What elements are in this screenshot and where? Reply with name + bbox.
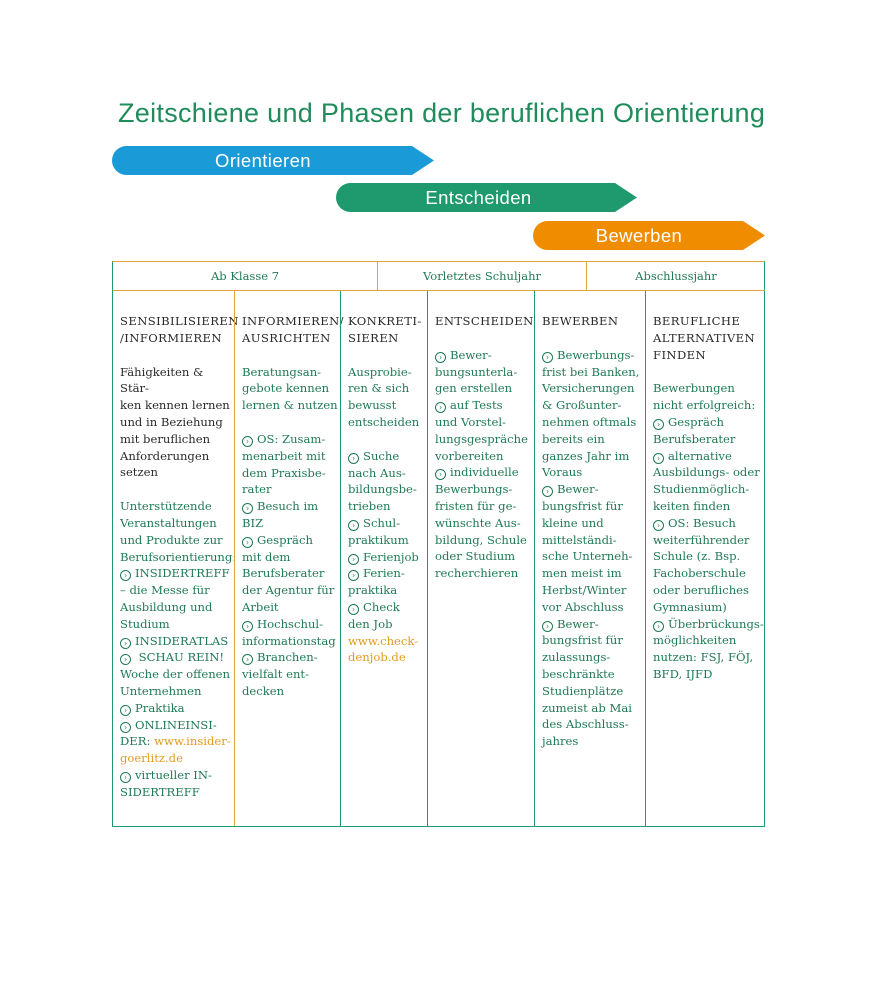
list-item-text: Überbrückungs- möglichkeiten nutzen: FSJ, FÖJ, BFD, IJFD [653,616,764,681]
check-den-job-link[interactable]: www.check- denjob.de [348,633,419,665]
list-item-text: Gespräch Berufsberater [653,414,736,446]
chevron-circle-icon: › [242,503,253,514]
period-header-vorletztes: Vorletztes Schuljahr [377,262,586,291]
list-item-text: alternative Ausbildungs- oder Studienmöglich- keiten finden [653,448,760,513]
column-alternativen [645,291,764,826]
column-konkretisieren [340,291,427,826]
list-item [120,633,234,650]
insider-goerlitz-link[interactable]: www.insider- goerlitz.de [120,734,231,766]
chevron-circle-icon: › [120,722,131,733]
phase-label: Orientieren [215,150,311,171]
list-item-text: INSIDERATLAS [135,633,229,648]
column-intro-2: Unterstützende Veranstaltungen und Produkte zur Berufsorientierung: [120,499,237,564]
chevron-circle-icon: › [242,436,253,447]
period-header-klasse7: Ab Klasse 7 [113,262,377,291]
list-item-text: Check den Job [348,599,400,631]
list-item [435,397,534,464]
list-item-text: SCHAU REIN! Woche der offenen Unternehmen [120,650,230,698]
list-item [542,616,645,750]
list-item [120,565,234,632]
list-item [348,549,427,566]
chevron-circle-icon: › [242,537,253,548]
chevron-circle-icon: › [435,469,446,480]
chevron-circle-icon: › [348,520,359,531]
chevron-circle-icon: › [120,705,131,716]
chevron-circle-icon: › [348,453,359,464]
list-item-text: INSIDERTREFF – die Messe für Ausbildung und Studium [120,566,230,631]
column-entscheiden [427,291,534,826]
chevron-circle-icon: › [653,520,664,531]
chevron-circle-icon: › [653,453,664,464]
list-item [348,565,427,599]
list-item-text: Bewerbungs- frist bei Banken, Versicherungen & Großunter- nehmen oftmals bereits ein ganzes Jahr im Voraus [542,347,640,480]
chevron-circle-icon: › [542,352,553,363]
list-item-text: ONLINEINSI- DER: [120,717,217,749]
list-item [542,347,645,481]
list-item-text: OS: Zusam- menarbeit mit dem Praxisbe- rater [242,431,326,497]
chevron-circle-icon: › [542,621,553,632]
list-item-text: Suche nach Aus- bildungsbe- trieben [348,448,417,514]
chevron-circle-icon: › [348,604,359,615]
chevron-circle-icon: › [120,654,131,665]
list-item [435,464,534,582]
chevron-circle-icon: › [435,352,446,363]
chevron-circle-icon: › [653,621,664,632]
page-title: Zeitschiene und Phasen der beruflichen Orientierung [118,98,766,128]
list-item [242,532,340,616]
column-intro: Fähigkeiten & Stär- ken kennen lernen und in Beziehung mit beruflichen Anforderungen setzen [120,364,230,480]
list-item [653,448,764,515]
item-list [542,347,645,750]
chevron-circle-icon: › [242,654,253,665]
list-item [242,431,340,498]
column-heading: ENTSCHEIDEN [435,314,534,328]
list-item-text: Bewer- bungsfrist für kleine und mittelständi- sche Unterneh- men meist im Herbst/Winter vor Abschluss [542,482,633,614]
column-intro: Bewerbungen nicht erfolgreich: [653,381,756,413]
phase-arrow-orientieren [112,146,434,175]
chevron-circle-icon: › [120,570,131,581]
phase-arrow-bewerben [533,221,765,250]
list-item-text: auf Tests und Vorstel- lungsgespräche vorbereiten [435,398,528,463]
chevron-circle-icon: › [120,772,131,783]
list-item-text: Schul- praktikum [348,515,409,547]
list-item-text: Ferienjob [363,549,419,564]
list-item [120,649,234,699]
chevron-circle-icon: › [435,402,446,413]
list-item-text: Bewer- bungsunterla- gen erstellen [435,347,518,396]
list-item-text: Ferien- praktika [348,566,405,598]
column-intro: Ausprobie- ren & sich bewusst entscheiden [348,364,420,429]
list-item-text: individuelle Bewerbungs- fristen für ge- wünschte Aus- bildung, Schule oder Studium recherchieren [435,465,527,581]
list-item-text: Gespräch mit dem Berufsberater der Agentur für Arbeit [242,532,335,614]
list-item [435,347,534,397]
item-list [120,565,234,800]
list-item [348,448,427,515]
chevron-circle-icon: › [242,621,253,632]
list-item-text: Praktika [135,700,185,715]
list-item-text: Besuch im BIZ [242,499,319,530]
item-list [653,414,764,683]
phase-label: Bewerben [595,225,683,246]
column-heading: KONKRETI- SIEREN [348,314,422,345]
column-informieren [234,291,344,826]
list-item-text: Branchen- vielfalt ent- decken [242,650,318,698]
list-item [120,767,234,801]
list-item [653,515,764,616]
list-item-text: Bewer- bungsfrist für zulassungs- beschränkte Studienplätze zumeist ab Mai des Abschluss- jahres [542,616,632,749]
list-item [653,616,764,683]
column-bewerben [534,291,645,826]
list-item-text: OS: Besuch weiterführender Schule (z. Bsp. Fachoberschule oder berufliches Gymnasium) [653,515,750,614]
phase-label: Entscheiden [425,187,532,208]
chevron-circle-icon: › [348,554,359,565]
chevron-circle-icon: › [653,419,664,430]
chevron-circle-icon: › [120,638,131,649]
period-header-abschluss: Abschlussjahr [586,262,765,291]
column-heading: SENSIBILISIEREN /INFORMIEREN [120,314,239,345]
item-list [242,431,340,700]
list-item [120,717,234,767]
list-item [242,616,340,650]
list-item [242,498,340,532]
list-item [542,481,645,615]
list-item [242,649,340,699]
column-heading: BEWERBEN [542,314,619,328]
column-heading: BERUFLICHE ALTERNATIVEN FINDEN [653,314,756,362]
column-sensibilisieren [113,291,239,826]
list-item [348,599,427,633]
list-item [653,414,764,448]
phase-table [112,261,765,827]
list-item-text: virtueller IN- SIDERTREFF [120,767,212,799]
chevron-circle-icon: › [348,570,359,581]
list-item [120,700,234,717]
phase-arrow-entscheiden [336,183,637,212]
list-item [348,515,427,549]
list-item-text: Hochschul- informationstag [242,616,336,648]
column-heading: INFORMIEREN/ AUSRICHTEN [242,314,344,345]
chevron-circle-icon: › [542,486,553,497]
item-list [435,347,534,582]
item-list [348,448,427,666]
column-intro: Beratungsan- gebote kennen lernen & nutzen [242,364,338,413]
